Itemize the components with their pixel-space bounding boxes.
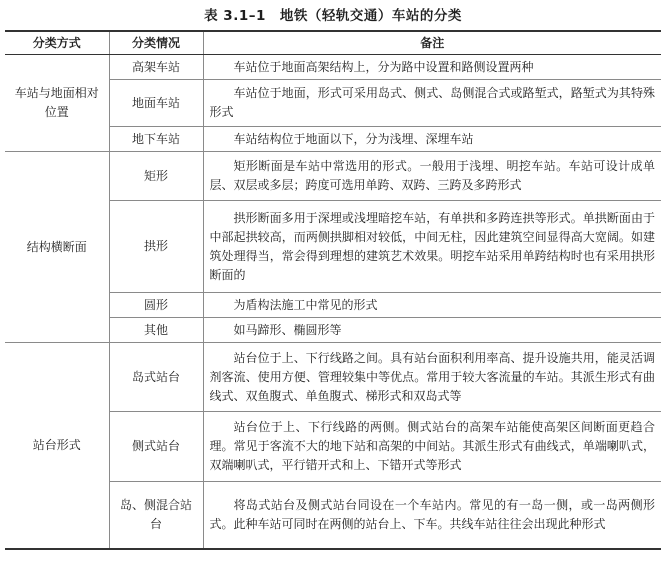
category-cell: 岛式站台: [109, 343, 203, 412]
classification-table: [5, 30, 661, 550]
header-category: 分类情况: [109, 31, 203, 55]
category-cell: 拱形: [109, 201, 203, 293]
note-cell: 矩形断面是车站中常选用的形式。一般用于浅埋、明挖车站。车站可设计成单层、双层或多层；跨度可选用单跨、双跨、三跨及多跨形式: [203, 152, 661, 201]
note-cell: 如马蹄形、椭圆形等: [203, 318, 661, 343]
header-note: 备注: [203, 31, 661, 55]
table-row: [5, 152, 661, 201]
category-cell: 地面车站: [109, 80, 203, 127]
category-cell: 圆形: [109, 293, 203, 318]
method-cell: 车站与地面相对位置: [5, 55, 109, 152]
category-cell: 其他: [109, 318, 203, 343]
table-caption: 表 3.1–1 地铁（轻轨交通）车站的分类: [204, 8, 462, 24]
method-cell: 站台形式: [5, 343, 109, 549]
note-cell: 站台位于上、下行线路之间。具有站台面积利用率高、提升设施共用，能灵活调剂客流、使用方便、管理较集中等优点。常用于较大客流量的车站。其派生形式有曲线式、双鱼腹式、单鱼腹式、梯形式和双岛式等: [203, 343, 661, 412]
note-cell: 将岛式站台及侧式站台同设在一个车站内。常见的有一岛一侧，或一岛两侧形式。此种车站可同时在两侧的站台上、下车。共线车站往往会出现此种形式: [203, 482, 661, 549]
category-cell: 岛、侧混合站台: [109, 482, 203, 549]
category-cell: 高架车站: [109, 55, 203, 80]
table-row: [5, 55, 661, 80]
category-cell: 矩形: [109, 152, 203, 201]
header-method: 分类方式: [5, 31, 109, 55]
note-cell: 为盾构法施工中常见的形式: [203, 293, 661, 318]
header-row: [5, 31, 661, 55]
note-cell: 站台位于上、下行线路的两侧。侧式站台的高架车站能使高架区间断面更趋合理。常见于客流不大的地下站和高架的中间站。其派生形式有曲线式，单端喇叭式，双端喇叭式，平行错开式和上、下错开式等形式: [203, 412, 661, 482]
method-cell: 结构横断面: [5, 152, 109, 343]
note-cell: 车站位于地面，形式可采用岛式、侧式、岛侧混合式或路堑式，路堑式为其特殊形式: [203, 80, 661, 127]
note-cell: 车站结构位于地面以下，分为浅埋、深埋车站: [203, 127, 661, 152]
table-row: [5, 343, 661, 412]
category-cell: 侧式站台: [109, 412, 203, 482]
note-cell: 拱形断面多用于深埋或浅埋暗挖车站，有单拱和多跨连拱等形式。单拱断面由于中部起拱较高，而两侧拱脚相对较低，中间无柱，因此建筑空间显得高大宽阔。如建筑处理得当，常会得到理想的建筑艺术效果。明挖车站采用单跨结构时也有采用拱形断面的: [203, 201, 661, 293]
note-cell: 车站位于地面高架结构上，分为路中设置和路侧设置两种: [203, 55, 661, 80]
category-cell: 地下车站: [109, 127, 203, 152]
